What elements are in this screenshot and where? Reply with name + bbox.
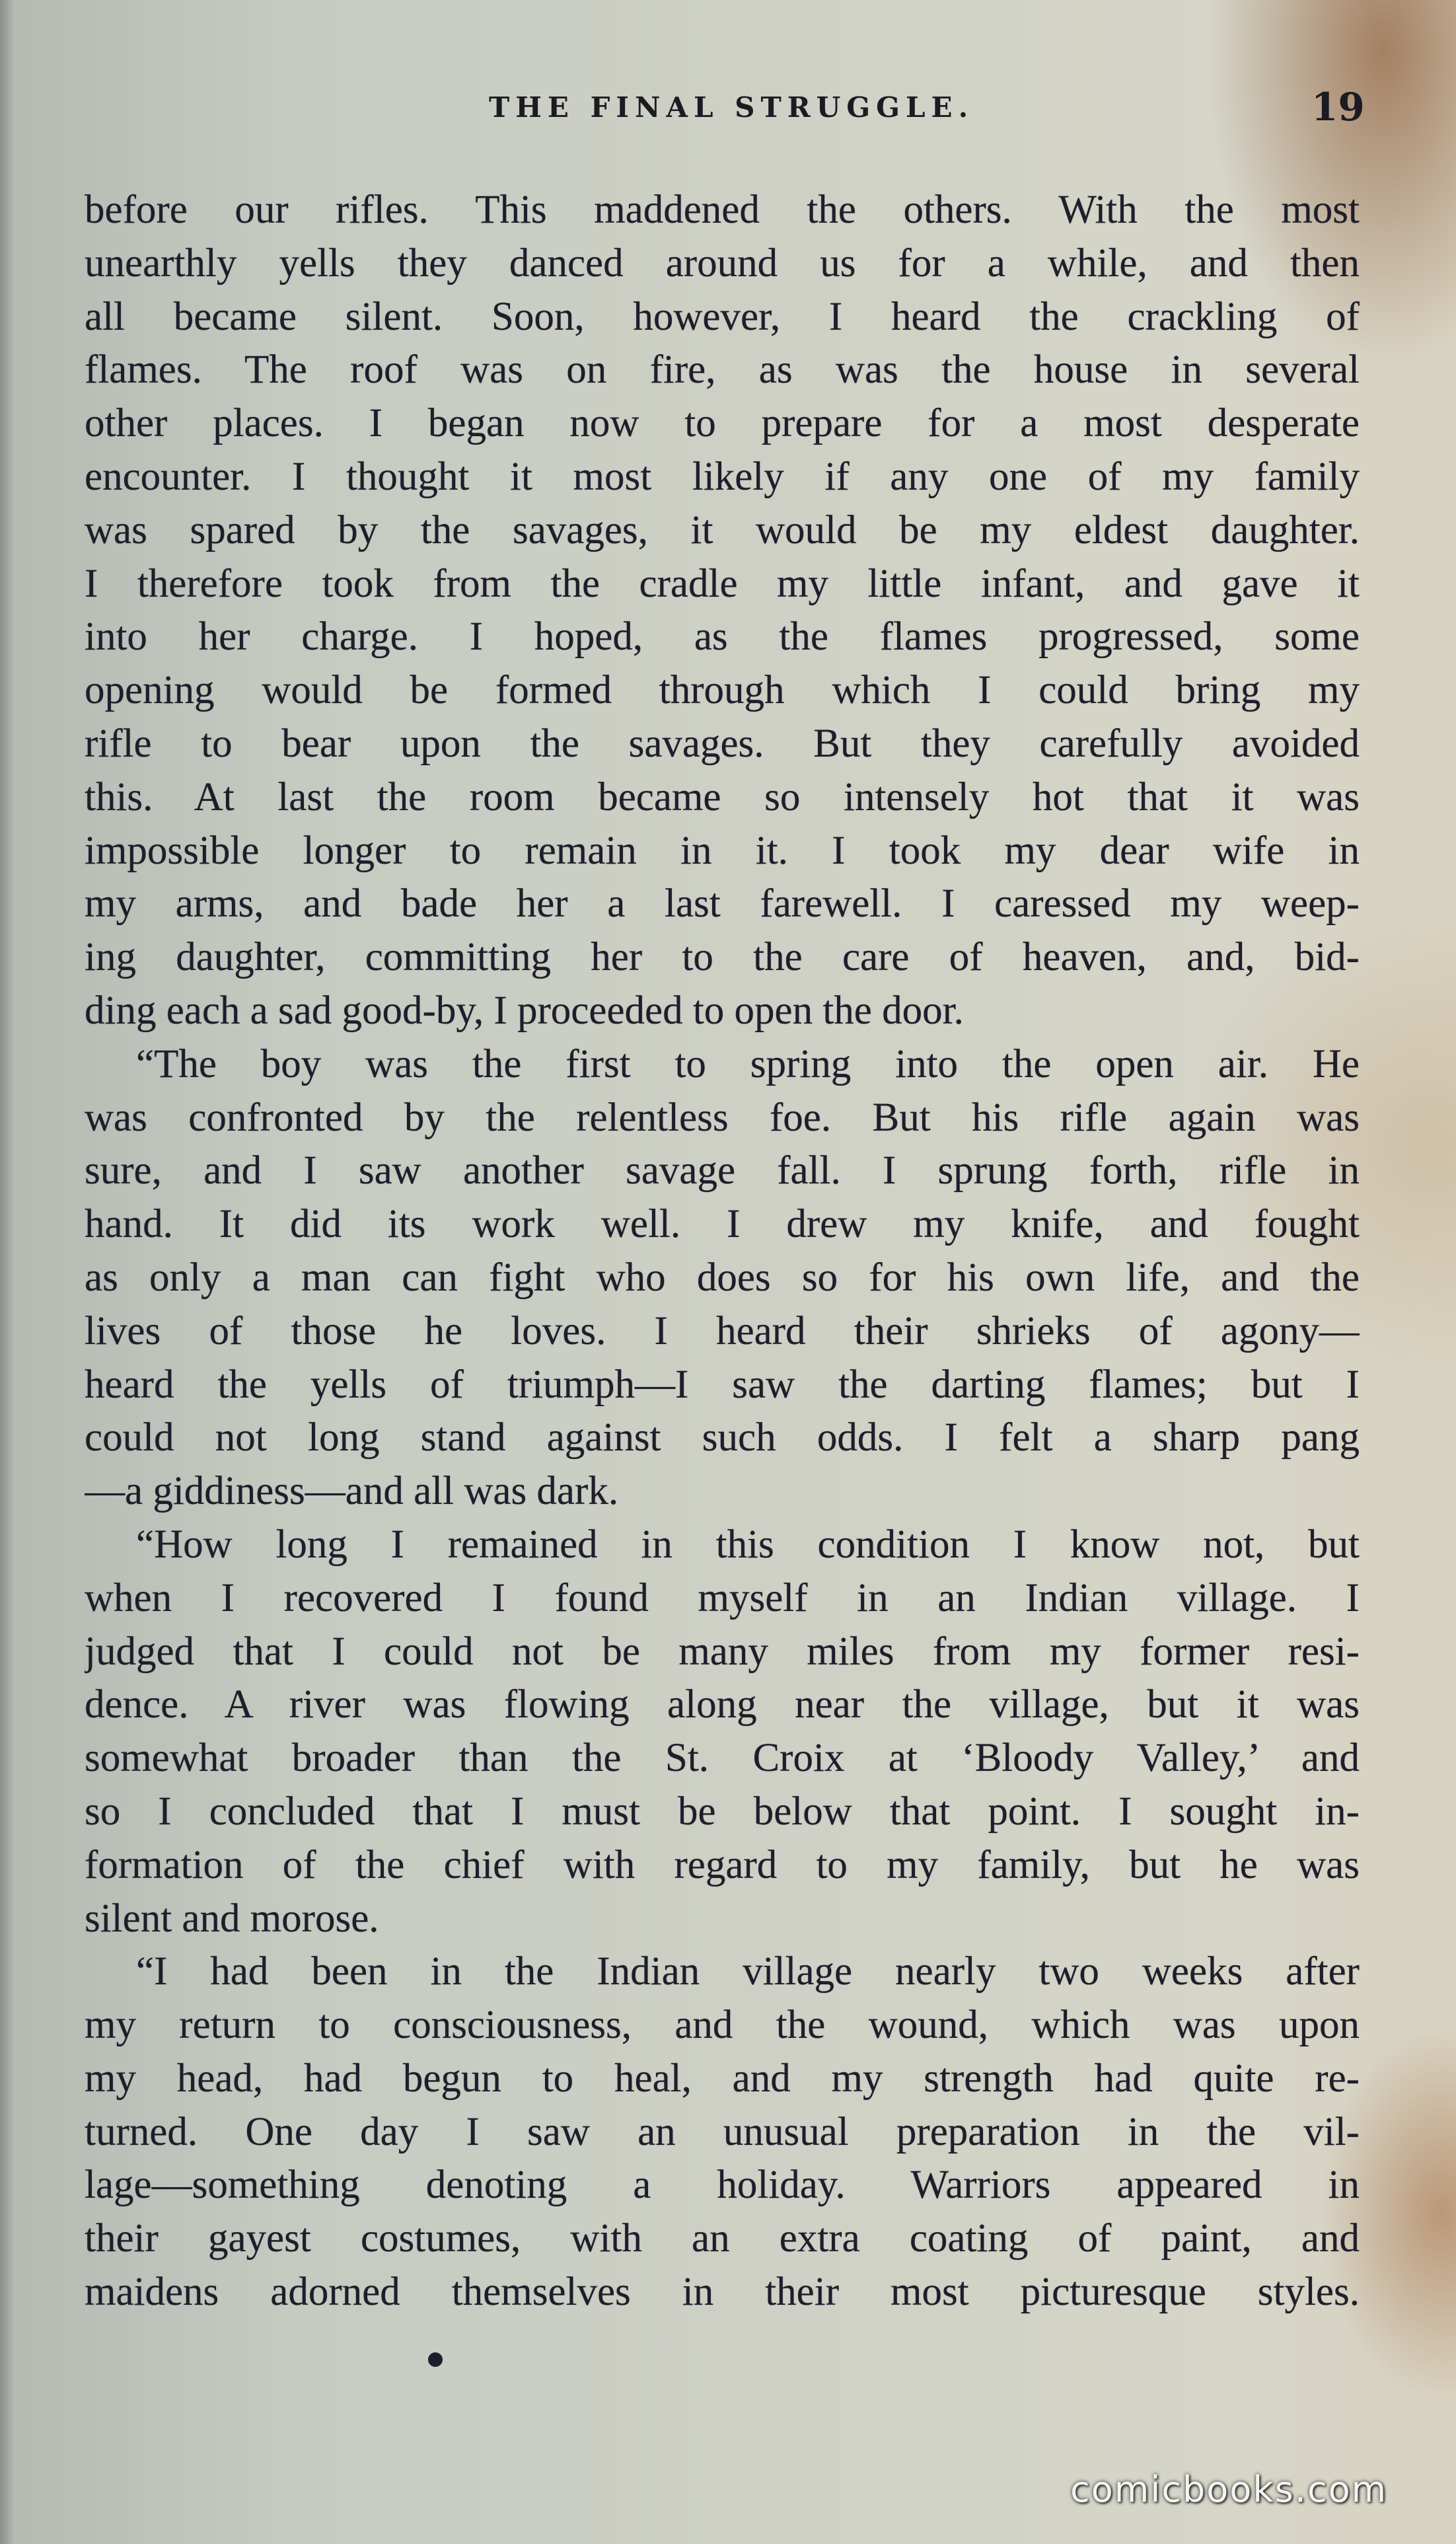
paragraph-last-line: silent and morose. [85,1896,379,1941]
text-line: lives of those he loves. I heard their shrieks of agony— [85,1308,1360,1353]
text-line: formation of the chief with regard to my family, but he was [85,1842,1360,1887]
text-line: ing daughter, committing her to the care of heaven, and, bid- [85,935,1360,980]
paragraph-last-line: —a giddiness—and all was dark. [85,1469,619,1514]
running-head: THE FINAL STRUGGLE. [489,91,974,124]
text-line: hand. It did its work well. I drew my knife, and fought [85,1202,1360,1247]
text-line: this. At last the room became so intensely hot that it was [85,774,1360,819]
text-line: my head, had begun to heal, and my strength had quite re- [85,2056,1360,2101]
text-line: unearthly yells they danced around us for a while, and then [85,241,1360,285]
text-line: impossible longer to remain in it. I took my dear wife in [85,828,1360,873]
text-line: lage—something denoting a holiday. Warriors appeared in [85,2163,1360,2208]
text-line: rifle to bear upon the savages. But they carefully avoided [85,721,1360,766]
text-line: somewhat broader than the St. Croix at ‘Bloody Valley,’ and [85,1736,1360,1781]
paragraph-last-line: ding each a sad good-by, I proceeded to open the door. [85,988,964,1033]
text-line: sure, and I saw another savage fall. I sprung forth, rifle in [85,1148,1360,1193]
text-line: turned. One day I saw an unusual preparation in the vil- [85,2109,1360,2154]
text-line: was confronted by the relentless foe. But his rifle again was [85,1095,1360,1140]
text-line: was spared by the savages, it would be my eldest daughter. [85,507,1360,552]
text-line: all became silent. Soon, however, I heard the crackling of [85,294,1360,339]
paragraph-first-line: “How long I remained in this condition I know not, but [136,1522,1360,1567]
text-line: before our rifles. This maddened the others. With the most [85,188,1360,232]
watermark-logo: comicbooks.com [1070,2469,1388,2510]
page-number: 19 [1311,85,1365,130]
text-line: heard the yells of triumph—I saw the darting flames; but I [85,1362,1360,1407]
text-line: so I concluded that I must be below that point. I sought in- [85,1789,1360,1834]
text-line: encounter. I thought it most likely if any one of my family [85,454,1360,499]
text-line: opening would be formed through which I could bring my [85,668,1360,713]
text-line: I therefore took from the cradle my little infant, and gave it [85,561,1360,606]
text-line: as only a man can fight who does so for his own life, and the [85,1255,1360,1300]
text-line: their gayest costumes, with an extra coating of paint, and [85,2216,1360,2261]
text-line: could not long stand against such odds. I felt a sharp pang [85,1415,1360,1460]
ink-speck [428,2352,443,2367]
text-line: my arms, and bade her a last farewell. I caressed my weep- [85,881,1360,926]
text-line: when I recovered I found myself in an Indian village. I [85,1575,1360,1620]
text-line: dence. A river was flowing along near the village, but it was [85,1682,1360,1727]
text-line: my return to consciousness, and the wound, which was upon [85,2003,1360,2048]
text-line: into her charge. I hoped, as the flames progressed, some [85,615,1360,659]
text-line: maidens adorned themselves in their most picturesque styles. [85,2270,1360,2315]
text-line: other places. I began now to prepare for a most desperate [85,401,1360,446]
paragraph-first-line: “I had been in the Indian village nearly two weeks after [136,1949,1360,1994]
body-text [85,184,1360,2319]
text-line: judged that I could not be many miles from my former resi- [85,1629,1360,1674]
text-line: flames. The roof was on fire, as was the house in several [85,348,1360,393]
paragraph-first-line: “The boy was the first to spring into the open air. He [136,1041,1360,1086]
